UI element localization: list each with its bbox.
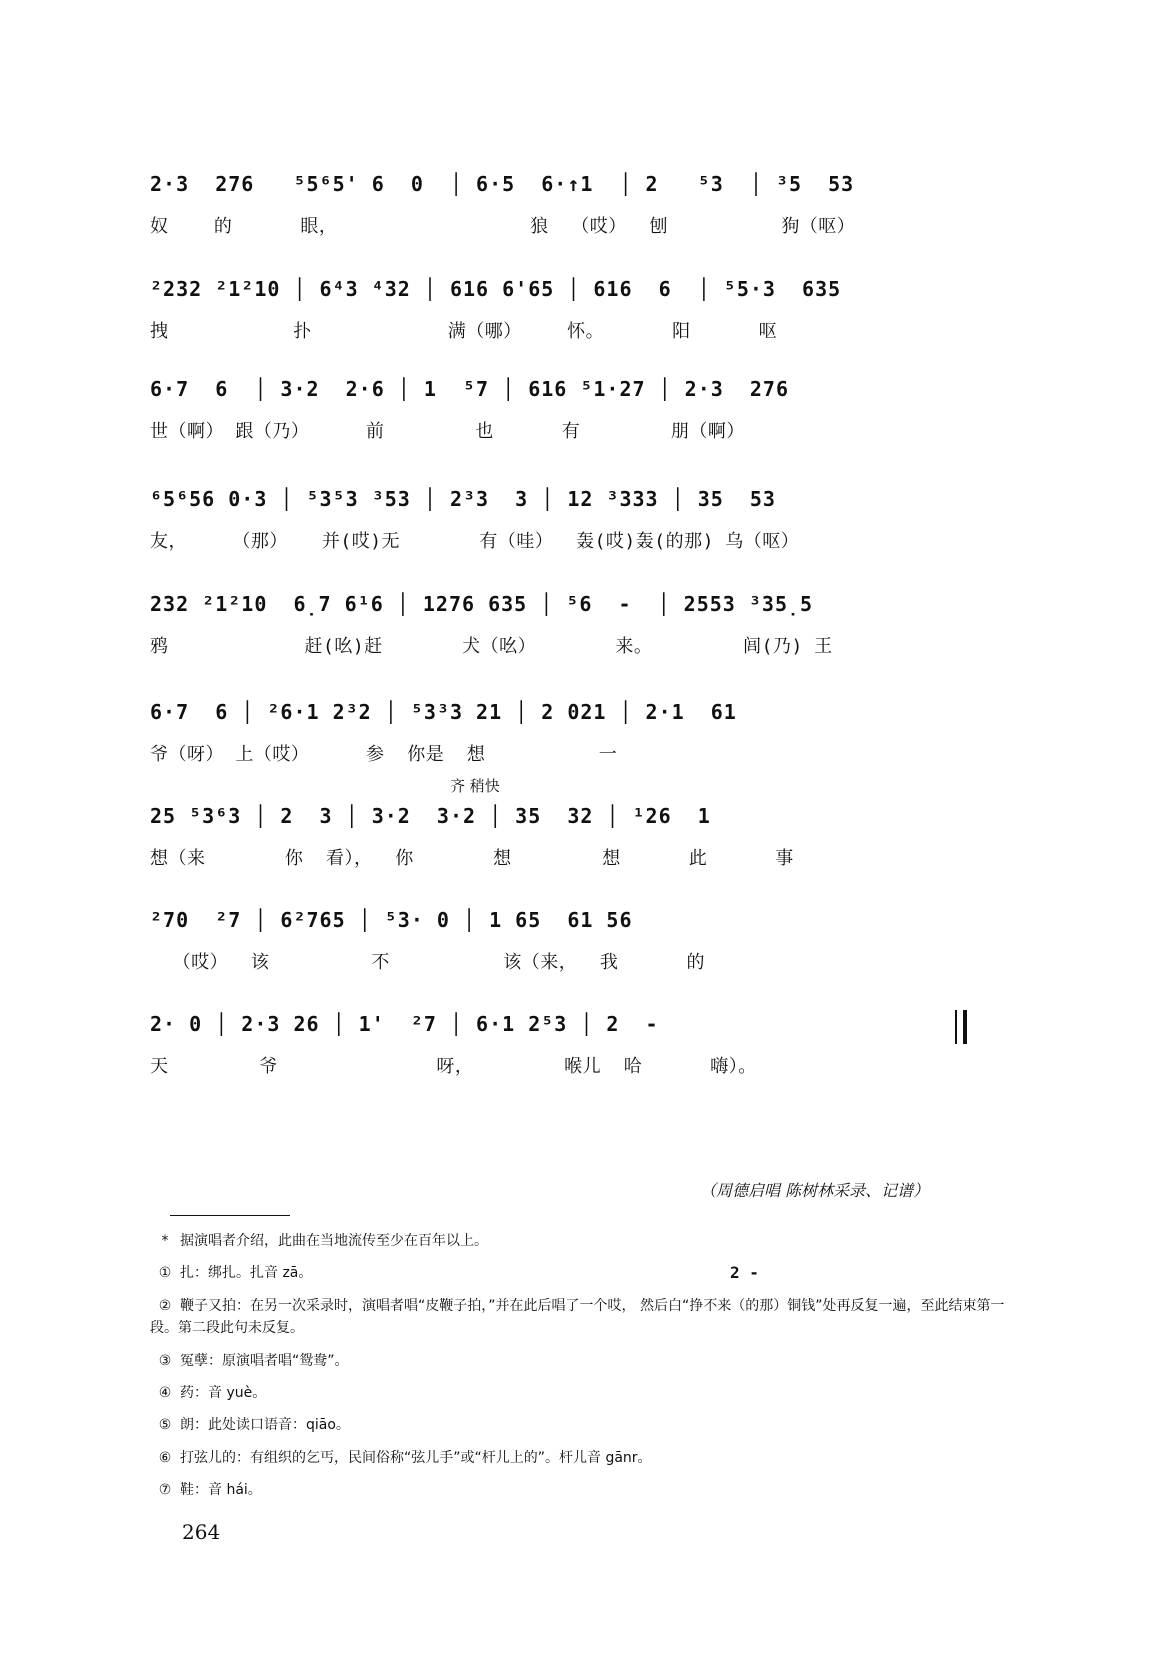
score-line-1 xyxy=(150,150,1030,255)
notation: 2·3 276 ⁵5⁶5' 6 0 │ 6·5 6·↑1 │ 2 ⁵3 │ ³5 53 xyxy=(150,172,855,196)
footnote: ③ 冤孽：原演唱者唱“鸳鸯”。 xyxy=(158,1352,349,1369)
performer-credit: （周德启唱 陈树林采录、记谱） xyxy=(700,1181,930,1200)
notation: ²70 ²7 │ 6²765 │ ⁵3· 0 │ 1 65 61 56 xyxy=(150,908,633,932)
score-line-3 xyxy=(150,355,1030,460)
score-line-4 xyxy=(150,465,1030,570)
score-line-2 xyxy=(150,255,1030,360)
notation: ⁶5⁶56 0·3 │ ⁵3⁵3 ³53 │ 2³3 3 │ 12 ³333 │ 35 53 xyxy=(150,487,776,511)
tempo-mark: 齐 稍快 xyxy=(450,777,500,795)
lyrics: （哎） 该 不 该（来， 我 的 xyxy=(150,952,705,973)
notation: ²232 ²1²10 │ 6⁴3 ⁴32 │ 616 6'65 │ 616 6 │ ⁵5·3 635 xyxy=(150,277,842,301)
footnote-separator xyxy=(170,1215,290,1216)
footnote: ⑦ 鞋：音 hái。 xyxy=(158,1482,262,1499)
score-line-9 xyxy=(150,990,1030,1095)
notation: 2· 0 │ 2·3 26 │ 1' ²7 │ 6·1 2⁵3 │ 2 - xyxy=(150,1012,659,1036)
lyrics: 爷（呀） 上（哎） 参 你是 想 一 xyxy=(150,744,618,765)
score-line-5 xyxy=(150,570,1030,675)
score-line-8 xyxy=(150,886,1030,991)
notation: 6·7 6 │ ²6·1 2³2 │ ⁵3³3 21 │ 2 021 │ 2·1 61 xyxy=(150,700,737,724)
notation: 6·7 6 │ 3·2 2·6 │ 1 ⁵7 │ 616 ⁵1·27 │ 2·3 276 xyxy=(150,377,790,401)
lyrics: 奴 的 眼， 狼 （哎） 刨 狗（呕） xyxy=(150,216,856,237)
page-number: 264 xyxy=(182,1520,221,1544)
footnote: ⑥ 打弦儿的：有组织的乞丐，民间俗称“弦儿手”或“杆儿上的”。杆儿音 gānr。 xyxy=(158,1449,652,1466)
footnote: ② 鞭子又拍：在另一次采录时，演唱者唱“皮鞭子拍，”并在此后唱了一个哎， 然后白“挣不来（的那）铜钱”处再反复一遍，至此结束第一段。第二段此句未反复。 xyxy=(150,1297,1005,1337)
lyrics: 天 爷 呀， 喉儿 哈 嗨）。 xyxy=(150,1056,757,1077)
lyrics: 世（啊） 跟（乃） 前 也 有 朋（啊） xyxy=(150,421,745,442)
footnote: ① 扎：绑扎。扎音 zā。 xyxy=(158,1265,313,1282)
score-line-6 xyxy=(150,678,1030,783)
notation: 232 ²1²10 6̣7 6¹6 │ 1276 635 │ ⁵6 - │ 2553 ³35̣5 xyxy=(150,592,814,616)
lyrics: 想（来 你 看）， 你 想 想 此 事 xyxy=(150,848,794,869)
footnote: ④ 药：音 yuè。 xyxy=(158,1384,267,1401)
footnote: ⑤ 朗：此处读口语音：qiāo。 xyxy=(158,1417,350,1434)
score-line-7 xyxy=(150,782,1030,887)
footnote: * 据演唱者介绍，此曲在当地流传至少在百年以上。 xyxy=(161,1233,488,1249)
notation: 25 ⁵3⁶3 │ 2 3 │ 3·2 3·2 │ 35 32 │ ¹26 1 xyxy=(150,804,711,828)
footnotes xyxy=(150,1230,1030,1512)
inset-notation: 2 - xyxy=(730,1263,759,1282)
final-barline xyxy=(955,1010,967,1044)
lyrics: 拽 扑 满（哪） 怀。 阳 呕 xyxy=(150,321,778,342)
lyrics: 友， （那） 并(哎)无 有（哇） 轰(哎)轰(的那) 乌（呕） xyxy=(150,531,800,552)
lyrics: 鸦 赶(吆)赶 犬（吆） 来。 闾(乃) 王 xyxy=(150,636,833,657)
